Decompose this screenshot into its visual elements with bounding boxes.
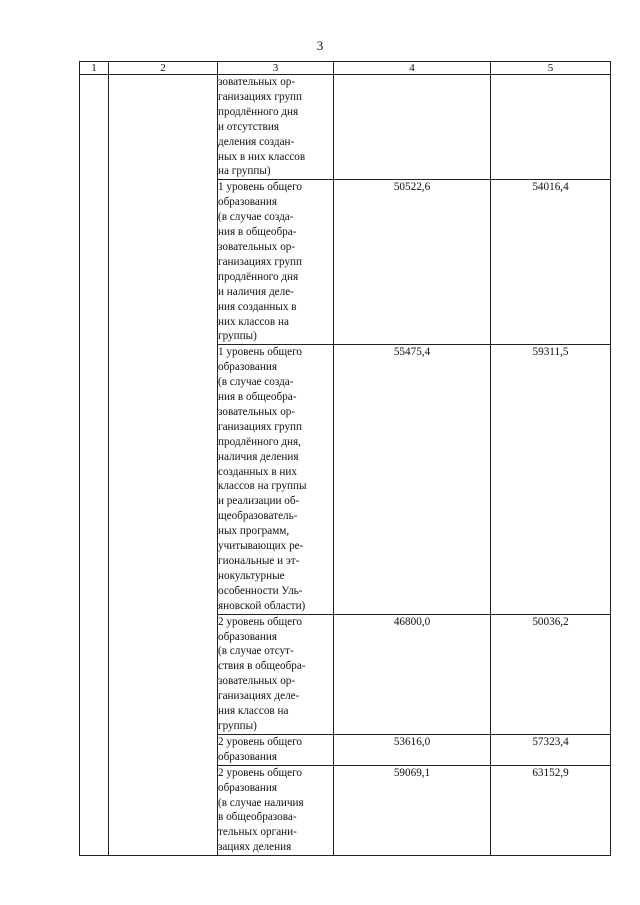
description-line: гиональные и эт- xyxy=(218,555,300,567)
description-line: ганизациях групп xyxy=(218,90,303,103)
description-line: щеобразователь- xyxy=(218,510,298,523)
tariff-table xyxy=(79,61,611,856)
description-line: группы) xyxy=(218,330,257,343)
description-line: группы) xyxy=(218,719,257,732)
col2-merged-cell xyxy=(109,75,218,856)
value-col5-cell: 63152,9 xyxy=(491,765,611,855)
description-line: образования xyxy=(218,361,278,374)
col1-merged-cell xyxy=(80,75,109,856)
description-line: (в случае отсут- xyxy=(218,645,294,658)
description-line: них классов на xyxy=(218,315,289,328)
value-col4-cell: 46800,0 xyxy=(334,614,491,734)
row-description-cell xyxy=(218,345,334,614)
description-line: и наличия деле- xyxy=(218,285,294,298)
description-line: зовательных ор- xyxy=(218,240,296,253)
description-line: и реализации об- xyxy=(218,495,300,508)
description-line: ганизациях групп xyxy=(218,255,303,268)
description-line: яновской области) xyxy=(218,599,306,612)
description-line: тельных органи- xyxy=(218,826,297,839)
description-line: образования xyxy=(218,750,278,763)
description-line: (в случае созда- xyxy=(218,211,294,224)
description-line: наличия деления xyxy=(218,450,299,463)
description-line: зациях деления xyxy=(218,841,292,854)
row-description-cell xyxy=(218,614,334,734)
description-line: на группы) xyxy=(218,165,271,178)
header-cell: 3 xyxy=(218,62,334,75)
value-col4-cell: 55475,4 xyxy=(334,345,491,614)
description-line: ния в общеобра- xyxy=(218,391,297,404)
description-line: 2 уровень общего xyxy=(218,766,303,779)
value-col5-cell: 57323,4 xyxy=(491,734,611,765)
description-line: классов на группы xyxy=(218,480,307,493)
row-description-cell xyxy=(218,765,334,855)
description-line: учитывающих ре- xyxy=(218,540,304,553)
description-line: образования xyxy=(218,630,278,643)
description-line: образования xyxy=(218,196,278,209)
description-line: ствия в общеобра- xyxy=(218,660,306,673)
description-line: ганизациях групп xyxy=(218,420,303,433)
description-line: образования xyxy=(218,781,278,794)
description-line: (в случае созда- xyxy=(218,376,294,389)
page-number: 3 xyxy=(316,38,324,53)
table-row xyxy=(80,75,611,180)
value-col5-cell xyxy=(491,75,611,180)
description-line: ных программ, xyxy=(218,525,290,538)
description-line: 1 уровень общего xyxy=(218,346,303,359)
header-cell: 1 xyxy=(80,62,109,75)
description-line: нокультурные xyxy=(218,569,285,582)
description-line: зовательных ор- xyxy=(218,76,296,88)
description-line: зовательных ор- xyxy=(218,675,296,688)
description-line: и отсутствия xyxy=(218,120,279,133)
description-line: деления создан- xyxy=(218,135,295,148)
description-line: ния в общеобра- xyxy=(218,226,297,239)
row-description-cell xyxy=(218,180,334,345)
header-cell: 5 xyxy=(491,62,611,75)
header-cell: 2 xyxy=(109,62,218,75)
row-description-cell xyxy=(218,734,334,765)
description-line: ных в них классов xyxy=(218,150,306,163)
description-line: (в случае наличия xyxy=(218,796,304,809)
description-line: 2 уровень общего xyxy=(218,615,303,628)
description-line: продлённого дня xyxy=(218,270,299,283)
description-line: ния классов на xyxy=(218,705,289,718)
value-col5-cell: 59311,5 xyxy=(491,345,611,614)
value-col4-cell: 59069,1 xyxy=(334,765,491,855)
value-col5-cell: 50036,2 xyxy=(491,614,611,734)
description-line: продлённого дня xyxy=(218,105,299,118)
description-line: в общеобразова- xyxy=(218,811,297,824)
description-line: особенности Уль- xyxy=(218,584,303,597)
value-col4-cell: 50522,6 xyxy=(334,180,491,345)
value-col4-cell: 53616,0 xyxy=(334,734,491,765)
row-description-cell xyxy=(218,75,334,180)
description-line: созданных в них xyxy=(218,465,297,478)
table-header-row xyxy=(80,62,611,75)
header-cell: 4 xyxy=(334,62,491,75)
description-line: 2 уровень общего xyxy=(218,735,303,748)
description-line: ганизациях деле- xyxy=(218,690,300,703)
description-line: 1 уровень общего xyxy=(218,181,303,194)
description-line: зовательных ор- xyxy=(218,405,296,418)
value-col4-cell xyxy=(334,75,491,180)
value-col5-cell: 54016,4 xyxy=(491,180,611,345)
description-line: продлённого дня, xyxy=(218,435,301,448)
description-line: ния созданных в xyxy=(218,300,297,313)
